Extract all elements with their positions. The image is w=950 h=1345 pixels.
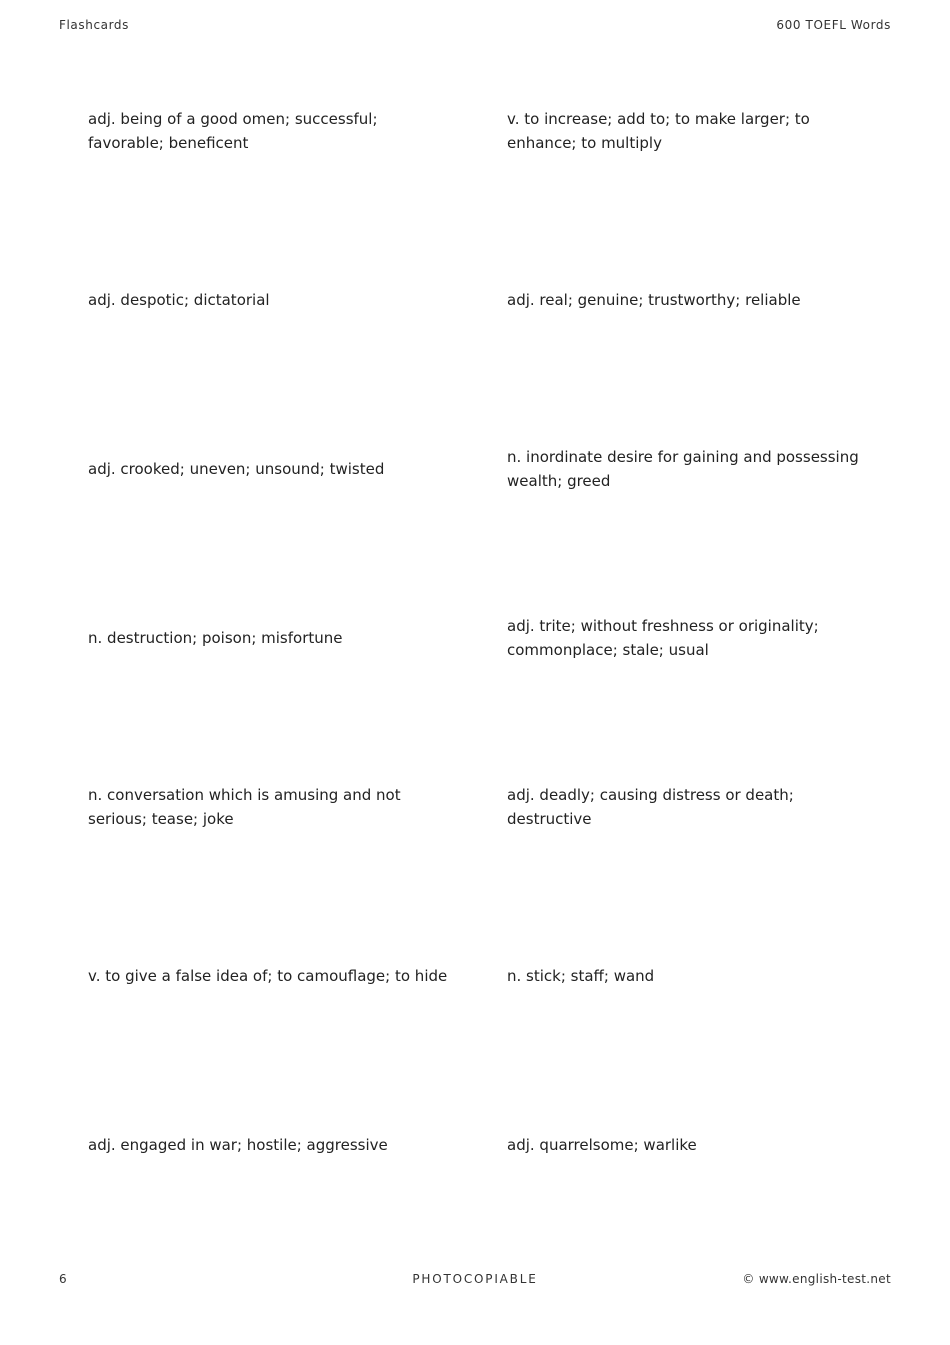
copyright-notice: © www.english-test.net [742,1272,891,1286]
photocopiable-notice: PHOTOCOPIABLE [412,1272,538,1286]
flashcard-grid [0,46,950,1230]
flashcard-row [0,722,950,891]
flashcard-right [507,384,877,553]
book-title: 600 TOEFL Words [776,18,891,32]
flashcard-row [0,215,950,384]
definition-text: adj. quarrelsome; warlike [507,1135,697,1154]
flashcard-right [507,46,877,215]
definition-text: adj. deadly; causing distress or death; destructive [507,785,794,828]
flashcard-right [507,891,877,1060]
definition-text: adj. crooked; uneven; unsound; twisted [88,459,385,478]
definition-text: adj. trite; without freshness or originality; commonplace; stale; usual [507,616,819,659]
page-number: 6 [59,1272,67,1286]
flashcard-right [507,215,877,384]
definition-text: adj. being of a good omen; successful; favorable; beneficent [88,109,378,152]
flashcard-left [88,384,458,553]
definition-text: n. conversation which is amusing and not serious; tease; joke [88,785,401,828]
flashcard-right [507,1060,877,1229]
definition-text: adj. real; genuine; trustworthy; reliable [507,290,801,309]
flashcard-left [88,46,458,215]
flashcard-right [507,553,877,722]
flashcard-row [0,1060,950,1229]
section-title: Flashcards [59,18,129,32]
flashcard-row [0,891,950,1060]
definition-text: n. destruction; poison; misfortune [88,628,343,647]
flashcard-row [0,46,950,215]
page-footer [59,1272,891,1290]
page-header [59,18,891,36]
definition-text: adj. despotic; dictatorial [88,290,270,309]
definition-text: v. to increase; add to; to make larger; to enhance; to multiply [507,109,810,152]
flashcard-left [88,215,458,384]
flashcard-left [88,722,458,891]
flashcard-left [88,1060,458,1229]
flashcard-row [0,553,950,722]
flashcard-left [88,553,458,722]
definition-text: v. to give a false idea of; to camouflage; to hide [88,966,448,985]
definition-text: n. inordinate desire for gaining and possessing wealth; greed [507,447,859,490]
flashcard-left [88,891,458,1060]
flashcard-right [507,722,877,891]
definition-text: adj. engaged in war; hostile; aggressive [88,1135,388,1154]
definition-text: n. stick; staff; wand [507,966,655,985]
flashcard-row [0,384,950,553]
